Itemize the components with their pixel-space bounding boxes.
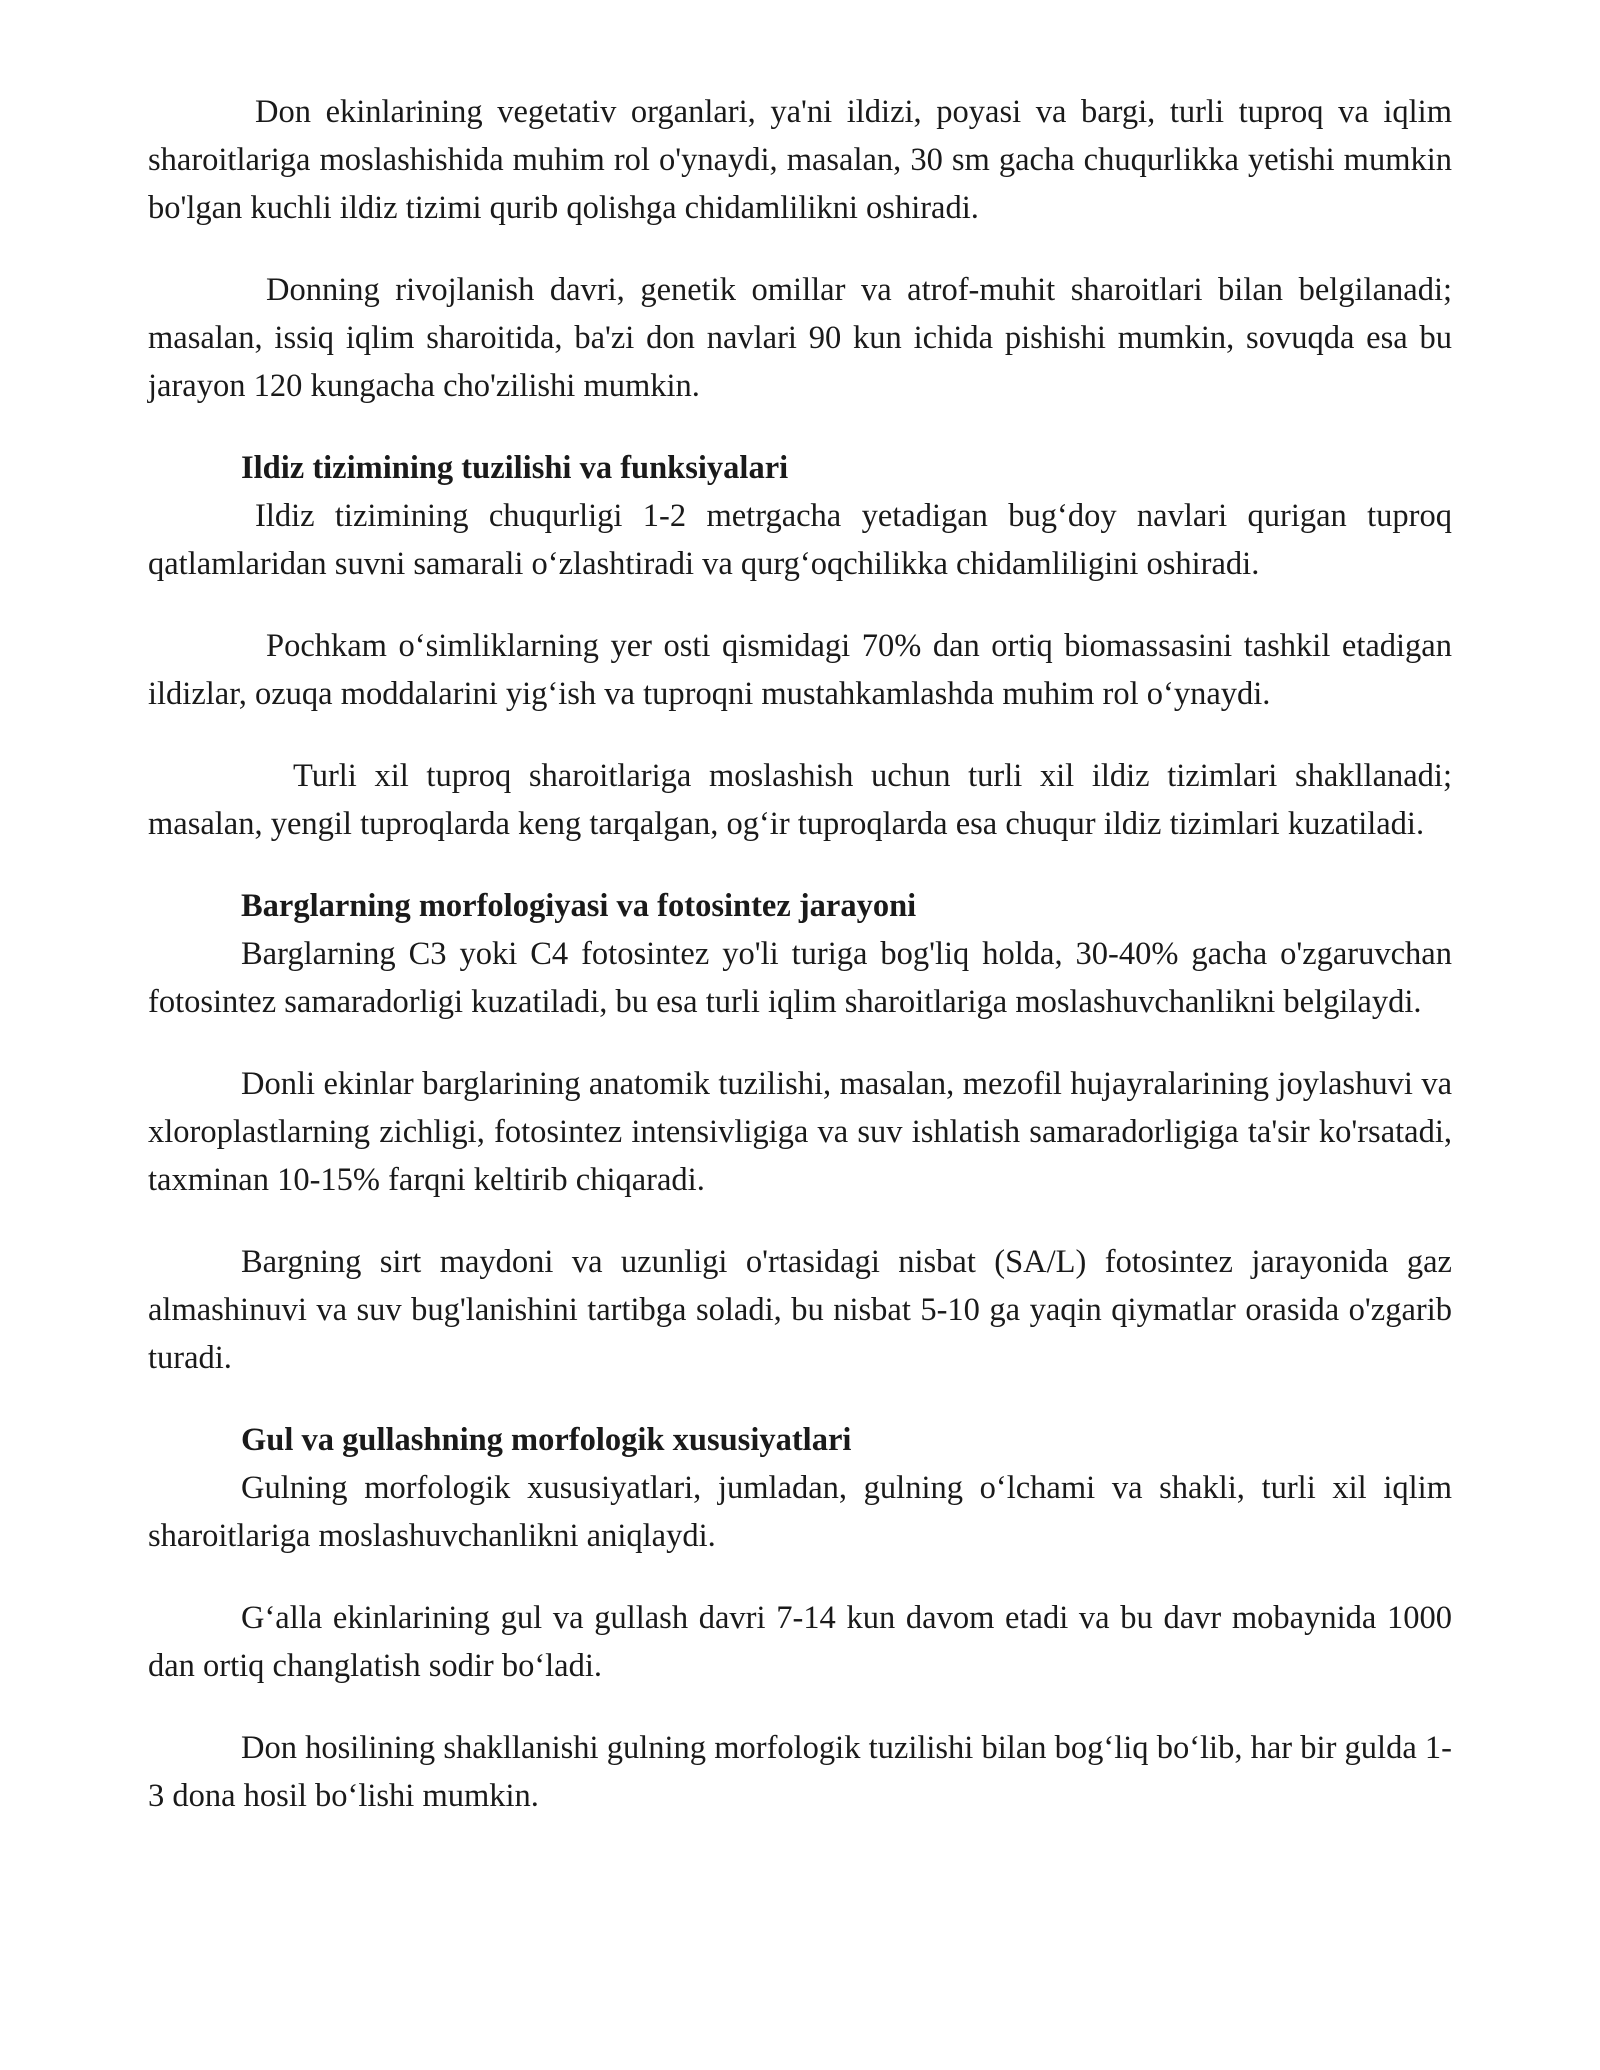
heading-flower-morphology: Gul va gullashning morfologik xususiyatlari: [241, 1422, 852, 1458]
paragraph-development-period: Donning rivojlanish davri, genetik omillar va atrof-muhit sharoitlari bilan belgilanadi; masalan, issiq iqlim sharoitida, ba'zi don navlari 90 kun ichida pishishi mumkin, sovuqda esa bu jarayon 120 kungacha cho'zilishi mumkin.: [148, 272, 1452, 404]
paragraph-root-biomass: Pochkam o‘simliklarning yer osti qismidagi 70% dan ortiq biomassasini tashkil etadigan ildizlar, ozuqa moddalarini yig‘ish va tuproqni mustahkamlashda muhim rol o‘ynaydi.: [148, 628, 1452, 712]
paragraph-vegetative-organs: Don ekinlarining vegetativ organlari, ya'ni ildizi, poyasi va bargi, turli tuproq va iqlim sharoitlariga moslashishida muhim rol o'ynaydi, masalan, 30 sm gacha chuqurlikka yetishi mumkin bo'lgan kuchli ildiz tizimi qurib qolishga chidamlilikni oshiradi.: [148, 94, 1452, 226]
heading-root-system: Ildiz tizimining tuzilishi va funksiyalari: [241, 450, 789, 486]
paragraph-root-depth: Ildiz tizimining chuqurligi 1-2 metrgacha yetadigan bug‘doy navlari qurigan tuproq qatlamlaridan suvni samarali o‘zlashtiradi va qurg‘oqchilikka chidamliligini oshiradi.: [148, 498, 1452, 582]
paragraph-grain-formation: Don hosilining shakllanishi gulning morfologik tuzilishi bilan bog‘liq bo‘lib, har bir gulda 1-3 dona hosil bo‘lishi mumkin.: [148, 1730, 1452, 1814]
paragraph-leaf-ratio: Bargning sirt maydoni va uzunligi o'rtasidagi nisbat (SA/L) fotosintez jarayonida gaz almashinuvi va suv bug'lanishini tartibga soladi, bu nisbat 5-10 ga yaqin qiymatlar orasida o'zgarib turadi.: [148, 1244, 1452, 1376]
paragraph-flowering-period: G‘alla ekinlarining gul va gullash davri 7-14 kun davom etadi va bu davr mobaynida 1000 dan ortiq changlatish sodir bo‘ladi.: [148, 1600, 1452, 1684]
document-page: [148, 88, 1452, 1854]
paragraph-soil-adaptation: Turli xil tuproq sharoitlariga moslashish uchun turli xil ildiz tizimlari shakllanadi; masalan, yengil tuproqlarda keng tarqalgan, og‘ir tuproqlarda esa chuqur ildiz tizimlari kuzatiladi.: [148, 758, 1452, 842]
paragraph-photosynthesis-pathway: Barglarning C3 yoki C4 fotosintez yo'li turiga bog'liq holda, 30-40% gacha o'zgaruvchan fotosintez samaradorligi kuzatiladi, bu esa turli iqlim sharoitlariga moslashuvchanlikni belgilaydi.: [148, 936, 1452, 1020]
paragraph-leaf-anatomy: Donli ekinlar barglarining anatomik tuzilishi, masalan, mezofil hujayralarining joylashuvi va xloroplastlarning zichligi, fotosintez intensivligiga va suv ishlatish samaradorligiga ta'sir ko'rsatadi, taxminan 10-15% farqni keltirib chiqaradi.: [148, 1066, 1452, 1198]
paragraph-flower-features: Gulning morfologik xususiyatlari, jumladan, gulning o‘lchami va shakli, turli xil iqlim sharoitlariga moslashuvchanlikni aniqlaydi.: [148, 1470, 1452, 1554]
heading-leaf-morphology: Barglarning morfologiyasi va fotosintez jarayoni: [241, 888, 917, 924]
